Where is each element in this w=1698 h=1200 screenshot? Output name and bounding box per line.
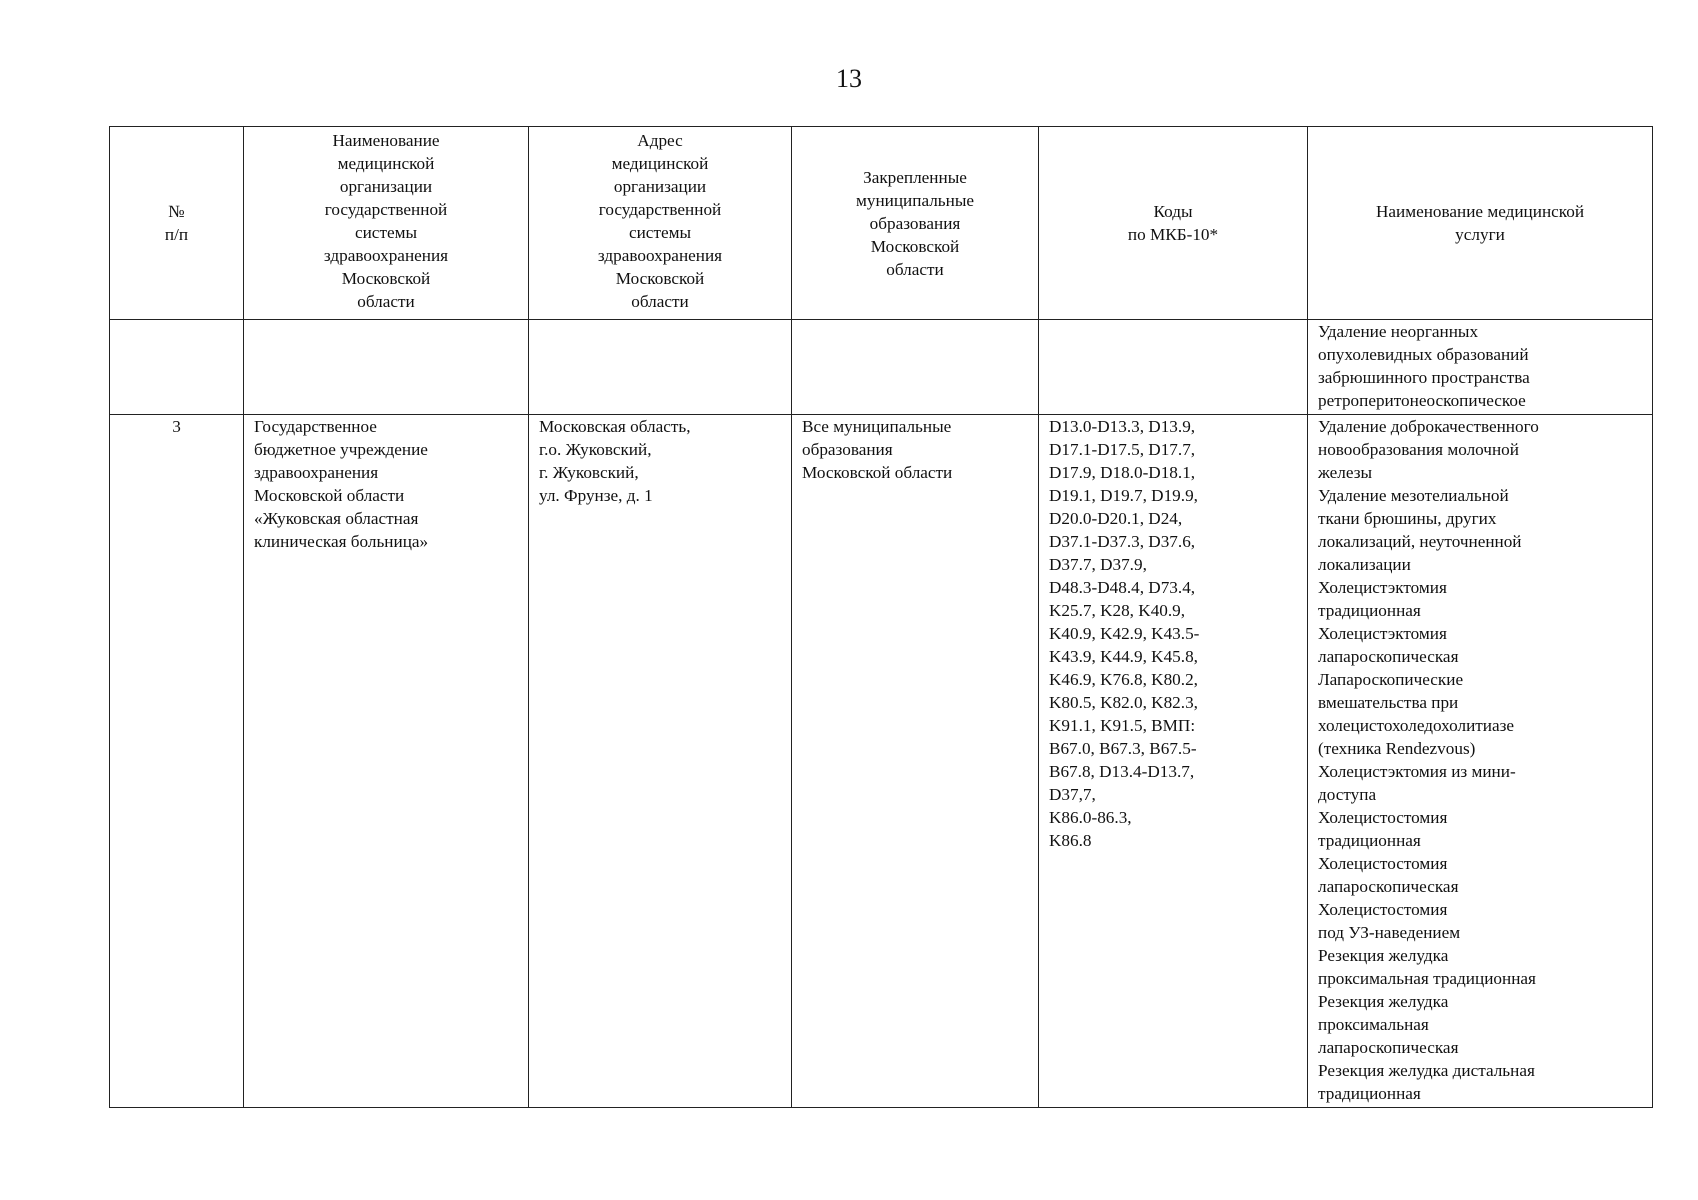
- cell-medical-services: [1308, 415, 1653, 1108]
- text-line: Государственное: [254, 417, 377, 436]
- text-line: г. Жуковский,: [539, 463, 639, 482]
- text-line: организации: [339, 177, 433, 196]
- text-line: области: [631, 292, 689, 311]
- cell-number-empty: [110, 320, 244, 415]
- cell-organization-name: [244, 415, 529, 1108]
- text-line: Холецистостомия: [1318, 900, 1448, 919]
- text-line: лапароскопическая: [1318, 877, 1459, 896]
- services-table: [109, 126, 1653, 1108]
- text-line: D17.9, D18.0-D18.1,: [1049, 463, 1196, 482]
- text-line: здравоохранения: [323, 246, 449, 265]
- page-number: 13: [836, 64, 862, 93]
- text-line: Московской: [615, 269, 705, 288]
- text-line: Холецистэктомия: [1318, 624, 1447, 643]
- text-line: Московской: [870, 236, 960, 256]
- text-line: ретроперитонеоскопическое: [1318, 391, 1526, 410]
- text-line: здравоохранения: [254, 463, 379, 482]
- text-line: под УЗ-наведением: [1318, 923, 1461, 942]
- text-line: холецистохоледохолитиазе: [1318, 716, 1515, 735]
- text-line: традиционная: [1318, 831, 1421, 850]
- text-line: г.о. Жуковский,: [539, 440, 652, 459]
- text-line: Резекция желудка дистальная: [1318, 1061, 1535, 1080]
- text-line: «Жуковская областная: [254, 509, 419, 528]
- text-line: D37.1-D37.3, D37.6,: [1049, 532, 1196, 551]
- cell-municipal-formations: [792, 415, 1039, 1108]
- cell-icd-codes: [1039, 415, 1308, 1108]
- text-line: лапароскопическая: [1318, 1038, 1459, 1057]
- text-line: ул. Фрунзе, д. 1: [539, 486, 653, 505]
- header-number: [110, 127, 244, 320]
- text-line: (техника Rendezvous): [1318, 739, 1476, 758]
- text-line: п/п: [164, 225, 189, 244]
- text-line: традиционная: [1318, 1084, 1421, 1103]
- text-line: Московская область,: [539, 417, 691, 436]
- text-line: системы: [354, 223, 418, 242]
- text-line: Наименование: [332, 131, 440, 150]
- text-line: Удаление доброкачественного: [1318, 417, 1539, 436]
- text-line: D37.7, D37.9,: [1049, 555, 1147, 574]
- text-line: D37,7,: [1049, 785, 1096, 804]
- table-header-row: [110, 127, 1653, 320]
- text-line: B67.8, D13.4-D13.7,: [1049, 762, 1195, 781]
- text-line: D19.1, D19.7, D19.9,: [1049, 486, 1198, 505]
- text-line: Московской области: [802, 463, 953, 482]
- text-line: Удаление мезотелиальной: [1318, 486, 1509, 505]
- text-line: локализации: [1318, 555, 1411, 574]
- text-line: клиническая больница»: [254, 532, 429, 551]
- text-line: опухолевидных образований: [1318, 345, 1529, 364]
- text-line: K91.1, K91.5, ВМП:: [1049, 716, 1196, 735]
- text-line: здравоохранения: [597, 246, 723, 265]
- text-line: D20.0-D20.1, D24,: [1049, 509, 1183, 528]
- text-line: проксимальная традиционная: [1318, 969, 1536, 988]
- text-line: Московской области: [254, 486, 405, 505]
- header-organization-address: [529, 127, 792, 320]
- text-line: по МКБ-10*: [1127, 225, 1219, 244]
- text-line: бюджетное учреждение: [254, 440, 428, 459]
- cell-organization-empty: [244, 320, 529, 415]
- text-line: образования: [869, 213, 961, 233]
- cell-municipal-empty: [792, 320, 1039, 415]
- text-line: железы: [1318, 463, 1373, 482]
- text-line: новообразования молочной: [1318, 440, 1519, 459]
- text-line: муниципальные: [855, 190, 975, 210]
- text-line: K80.5, K82.0, K82.3,: [1049, 693, 1198, 712]
- cell-service-continuation: [1308, 320, 1653, 415]
- text-line: K40.9, K42.9, K43.5-: [1049, 624, 1200, 643]
- text-line: Адрес: [637, 131, 683, 150]
- cell-address-empty: [529, 320, 792, 415]
- text-line: вмешательства при: [1318, 693, 1459, 712]
- text-line: доступа: [1318, 785, 1377, 804]
- text-line: государственной: [324, 200, 448, 219]
- text-line: Удаление неорганных: [1318, 322, 1479, 341]
- header-icd-codes: [1039, 127, 1308, 320]
- cell-codes-empty: [1039, 320, 1308, 415]
- header-municipal-formations: [792, 127, 1039, 320]
- text-line: ткани брюшины, других: [1318, 509, 1497, 528]
- text-line: области: [886, 259, 944, 279]
- text-line: забрюшинного пространства: [1318, 368, 1530, 387]
- text-line: D48.3-D48.4, D73.4,: [1049, 578, 1196, 597]
- text-line: Холецистостомия: [1318, 854, 1448, 873]
- header-organization-name: [244, 127, 529, 320]
- table-row: [110, 415, 1653, 1108]
- text-line: Холецистэктомия из мини-: [1318, 762, 1516, 781]
- text-line: D17.1-D17.5, D17.7,: [1049, 440, 1196, 459]
- text-line: K25.7, K28, K40.9,: [1049, 601, 1186, 620]
- text-line: традиционная: [1318, 601, 1421, 620]
- text-line: проксимальная: [1318, 1015, 1429, 1034]
- text-line: №: [168, 202, 185, 221]
- cell-row-number: 3: [110, 415, 244, 1108]
- text-line: Холецистостомия: [1318, 808, 1448, 827]
- table-row-continuation: [110, 320, 1653, 415]
- text-line: системы: [628, 223, 692, 242]
- text-line: Лапароскопические: [1318, 670, 1464, 689]
- cell-organization-address: [529, 415, 792, 1108]
- text-line: Резекция желудка: [1318, 992, 1449, 1011]
- text-line: локализаций, неуточненной: [1318, 532, 1522, 551]
- text-line: K46.9, K76.8, K80.2,: [1049, 670, 1198, 689]
- text-line: D13.0-D13.3, D13.9,: [1049, 417, 1196, 436]
- text-line: Холецистэктомия: [1318, 578, 1447, 597]
- text-line: области: [357, 292, 415, 311]
- text-line: Резекция желудка: [1318, 946, 1449, 965]
- text-line: государственной: [598, 200, 722, 219]
- text-line: Закрепленные: [863, 167, 967, 187]
- text-line: B67.0, B67.3, B67.5-: [1049, 739, 1197, 758]
- text-line: услуги: [1455, 225, 1505, 244]
- header-medical-service: [1308, 127, 1653, 320]
- text-line: медицинской: [611, 154, 709, 173]
- text-line: Московской: [341, 269, 431, 288]
- text-line: K86.0-86.3,: [1049, 808, 1132, 827]
- text-line: медицинской: [337, 154, 435, 173]
- text-line: лапароскопическая: [1318, 647, 1459, 666]
- text-line: Все муниципальные: [802, 417, 952, 436]
- text-line: K43.9, K44.9, K45.8,: [1049, 647, 1198, 666]
- text-line: K86.8: [1049, 831, 1092, 850]
- text-line: организации: [613, 177, 707, 196]
- text-line: Коды: [1153, 202, 1193, 221]
- text-line: Наименование медицинской: [1375, 202, 1585, 221]
- text-line: образования: [802, 440, 893, 459]
